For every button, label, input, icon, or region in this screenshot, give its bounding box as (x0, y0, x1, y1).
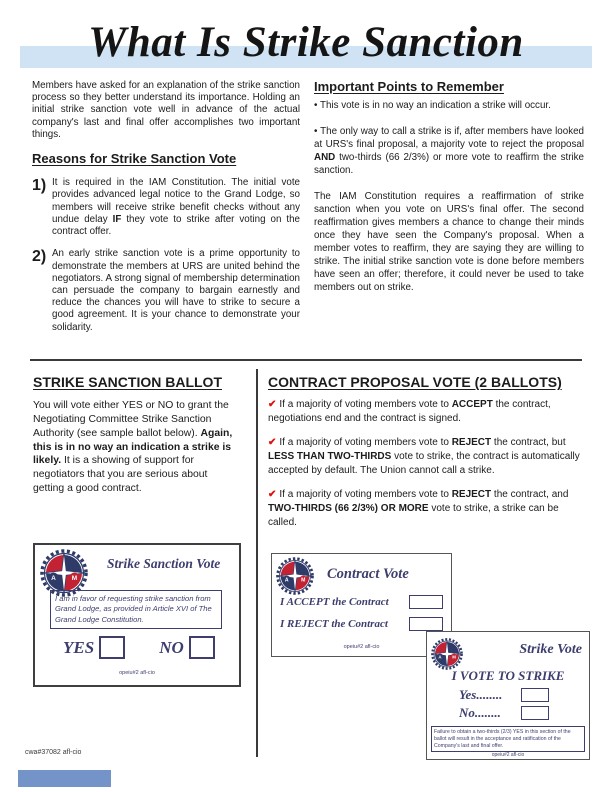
accept-row (280, 595, 443, 609)
contract-proposal-vote-section (268, 374, 586, 539)
right-column (314, 80, 584, 334)
iam-union-logo-icon (276, 557, 314, 595)
iam-constitution-paragraph: The IAM Constitution requires a reaffirmation of strike sanction when you vote on URS's final offer. The second reaffirmation gives members a chance to change their minds once they have seen the Company's proposal. When a member votes to reaffirm, they are saying they are willing to strike. The initial strike sanction vote is done before members have seen an offer; therefore, it could never be used to take members out on strike. (314, 191, 584, 294)
yes-checkbox (521, 688, 549, 702)
important-point-1: • This vote is in no way an indication a strike will occur. (314, 99, 551, 111)
no-label: No........ (459, 705, 501, 720)
accept-label: I ACCEPT the Contract (280, 596, 389, 608)
strike-sanction-ballot-heading: STRIKE SANCTION BALLOT (33, 374, 222, 390)
no-label: NO (159, 637, 184, 657)
important-points-heading: Important Points to Remember (314, 79, 504, 94)
ballot-title: Strike Vote (519, 642, 582, 657)
no-row (459, 705, 549, 721)
yes-label: Yes........ (459, 687, 503, 702)
reject-label: I REJECT the Contract (280, 618, 388, 630)
contract-rule-accept (268, 398, 586, 427)
reason-text: It is required in the IAM Constitution. The initial vote provides advanced legal notice to the Grand Lodge, so members will receive strike benefit checks without any undue delay IF they vote to strike after voting on the contract offer. (52, 177, 301, 238)
contract-rule-text: If a majority of voting members vote to ACCEPT the contract, negotiations end and the contract is signed. (268, 399, 551, 425)
contract-rule-reject-strike (268, 488, 586, 531)
reason-text: An early strike sanction vote is a prime opportunity to demonstrate the members at URS are united behind the negotiators. A strong signal of membership determination can persuade the company to bargain earnestly and reduce the chances you will have to strike to secure a good agreement. It is your chance to demonstrate your solidarity. (52, 248, 300, 333)
reject-checkbox (409, 617, 443, 631)
intro-paragraph: Members have asked for an explanation of the strike sanction process so they better understand its importance. Holding an initial strike sanction vote well in advance of the actual company's last and final offer accomplishes two important things. (32, 80, 300, 140)
ballot-title: Contract Vote (327, 566, 409, 582)
important-point-2: • The only way to call a strike is if, after members have looked at URS's final proposal, a majority vote to reject the proposal AND two-thirds (66 2/3%) or more vote to reaffirm the strike sanction. (314, 125, 584, 176)
yes-label: YES (63, 637, 95, 657)
union-bug-text: opeiu#2 afl-cio (119, 670, 155, 676)
accept-checkbox (409, 595, 443, 609)
union-bug-text: opeiu#2 afl-cio (491, 752, 525, 758)
checkmark-icon: ✔ (268, 488, 277, 500)
vertical-divider (256, 369, 258, 757)
reason-number: 2) (32, 248, 47, 266)
ballot-fine-print: Failure to obtain a two-thirds (2/3) YES in this section of the ballot will result in the acceptance and ratification of the Company's last and final offer. (431, 726, 585, 752)
yes-checkbox (99, 636, 125, 659)
ballot-statement: I am in favor of requesting strike sanction from Grand Lodge, as provided in Article XVI of The Grand Lodge Constitution. (50, 590, 222, 629)
checkmark-icon: ✔ (268, 399, 277, 411)
sample-ballot-contract-vote (271, 553, 452, 657)
contract-rule-text: If a majority of voting members vote to REJECT the contract, and TWO-THIRDS (66 2/3%) OR MORE vote to strike, a strike can be called. (268, 488, 569, 529)
reason-item-2 (32, 248, 300, 334)
yes-no-row (63, 636, 215, 659)
printer-union-bug: cwa#37082 afl-cio (25, 749, 82, 756)
union-bug-text: opeiu#2 afl-cio (343, 644, 380, 650)
reasons-heading: Reasons for Strike Sanction Vote (32, 151, 237, 167)
strike-sanction-ballot-text: You will vote either YES or NO to grant the Negotiating Committee Strike Sanction Authority (see sample ballot below). Again, this is in no way an indication a strike is likely. It is a showing of support for negotiators that you are serious about getting a good contract. (33, 400, 233, 495)
footer-accent-bar (18, 770, 111, 787)
checkmark-icon: ✔ (268, 436, 277, 448)
yes-row (459, 687, 549, 703)
no-checkbox (521, 706, 549, 720)
horizontal-divider (30, 359, 582, 361)
vote-to-strike-heading: I VOTE TO STRIKE (451, 668, 565, 683)
reason-number: 1) (32, 177, 47, 195)
top-columns (32, 80, 584, 334)
no-checkbox (189, 636, 215, 659)
sample-ballot-strike-sanction (33, 543, 241, 687)
contract-rule-text: If a majority of voting members vote to REJECT the contract, but LESS THAN TWO-THIRDS vote to strike, the contract is automatically accepted by default. The Union cannot call a strike. (268, 436, 580, 477)
contract-proposal-heading: CONTRACT PROPOSAL VOTE (2 BALLOTS) (268, 374, 562, 390)
left-column (32, 80, 300, 334)
page-title: What Is Strike Sanction (88, 19, 524, 66)
ballot-title: Strike Sanction Vote (107, 556, 221, 571)
strike-sanction-ballot-section (33, 374, 239, 496)
reason-item-1 (32, 177, 300, 238)
sample-ballot-strike-vote (426, 631, 590, 760)
iam-union-logo-icon (431, 638, 463, 670)
reject-row (280, 617, 443, 631)
contract-rule-reject-no-strike (268, 436, 586, 479)
